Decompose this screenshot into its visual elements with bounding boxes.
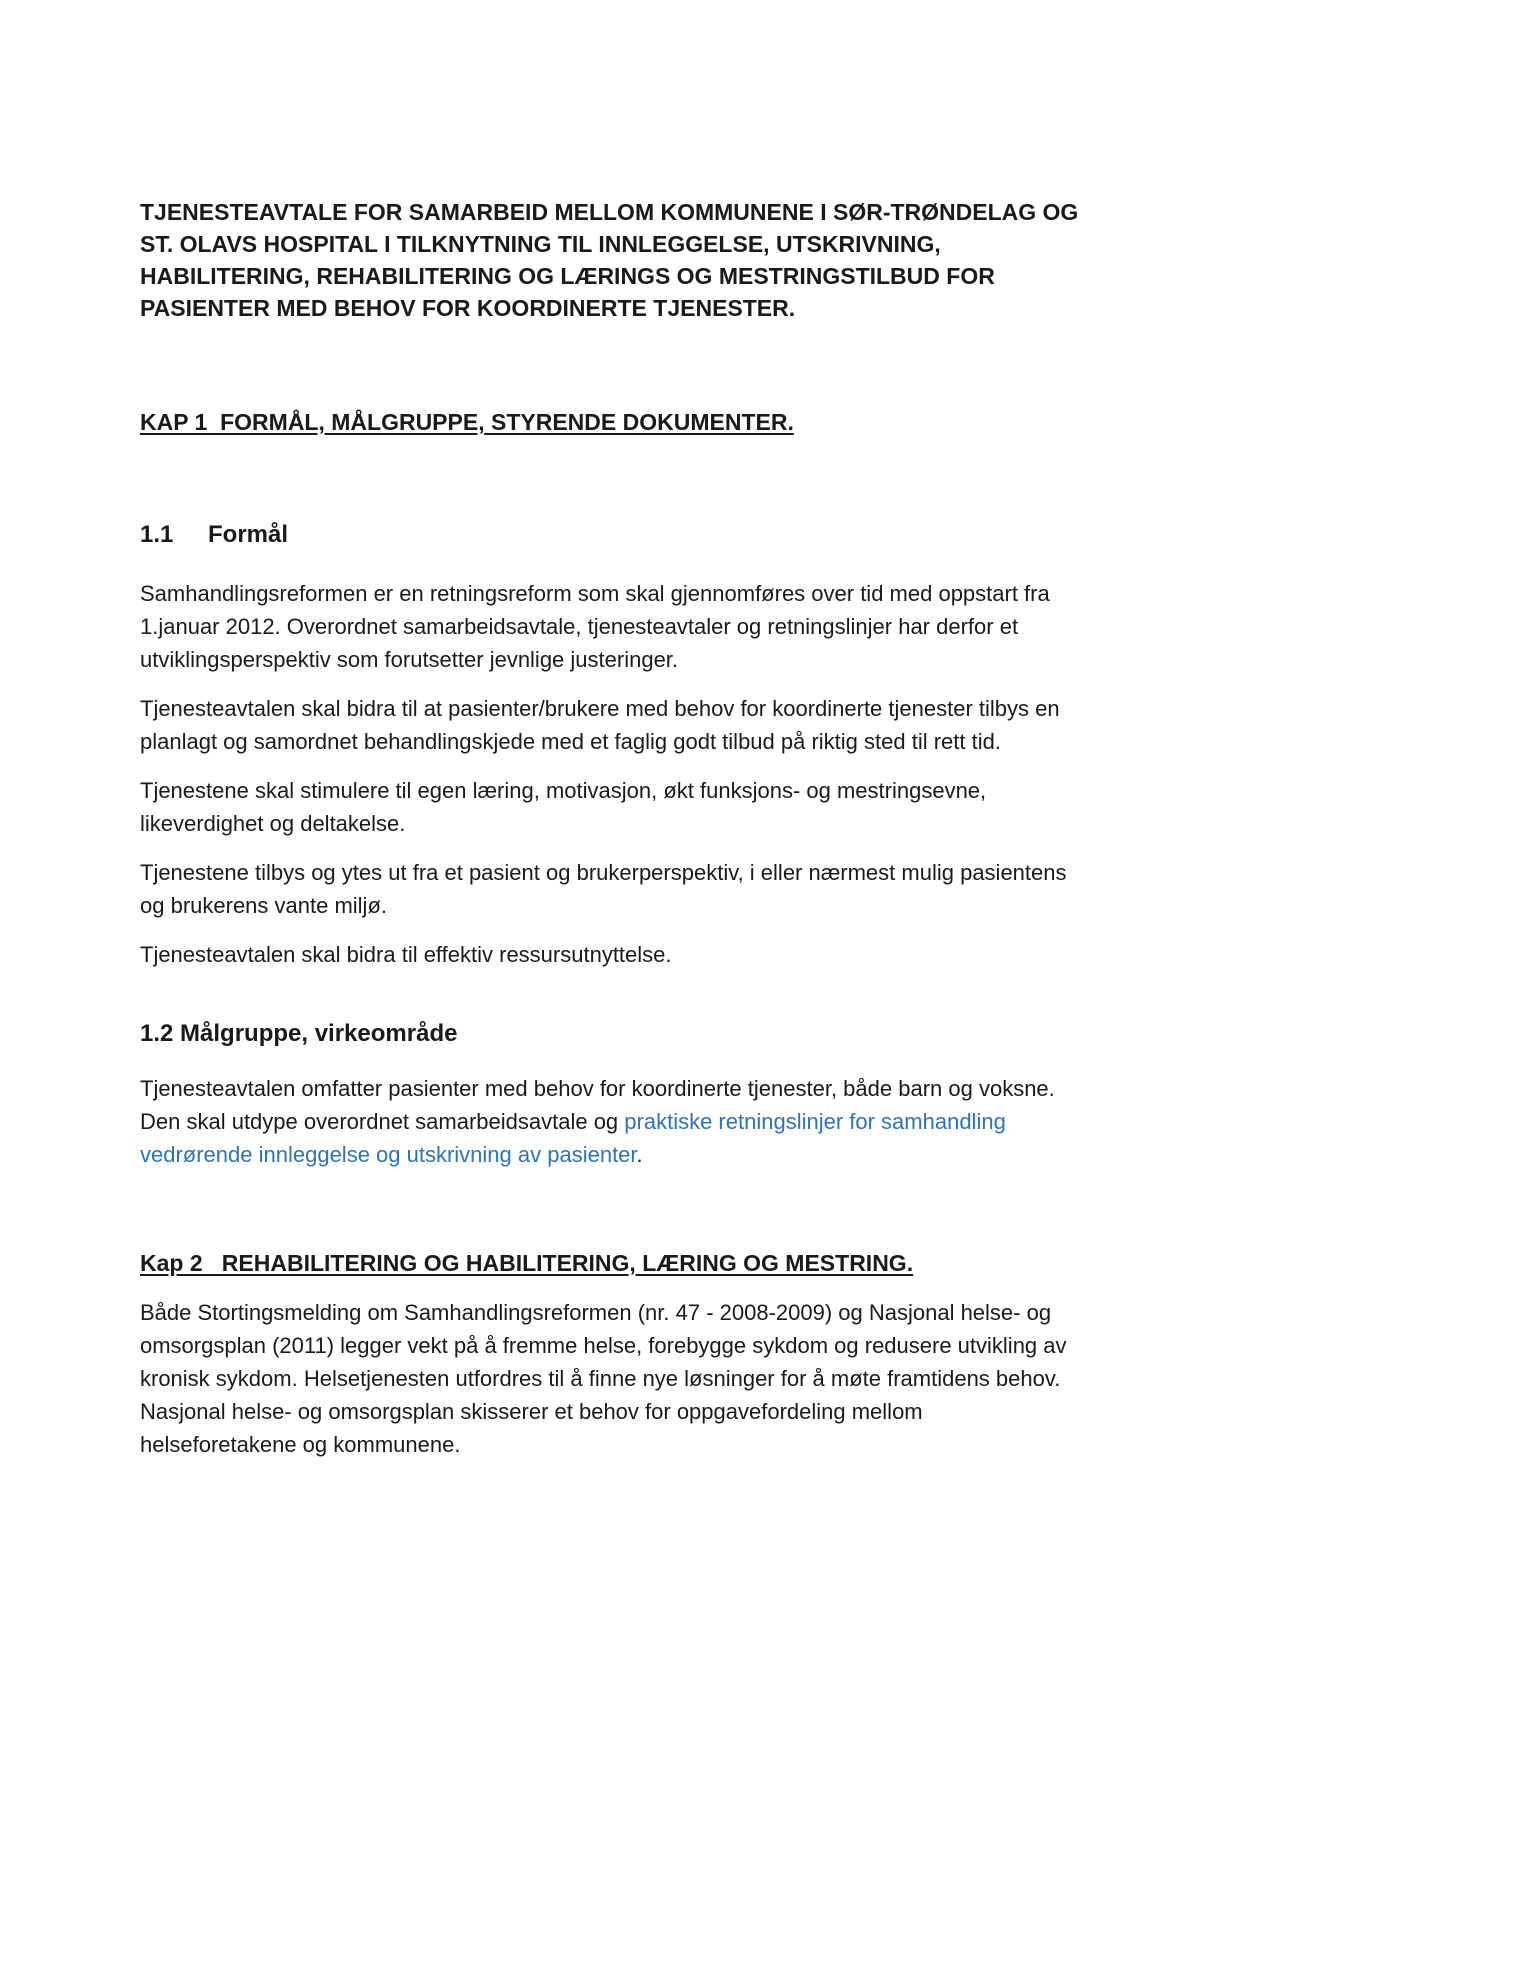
paragraph-text: Tjenesteavtalen omfatter pasienter med behov for koordinerte tjenester, både barn og voksne. Den skal utdype overordnet samarbeidsavtale og	[140, 1076, 1068, 1134]
paragraph-with-link	[140, 1072, 1080, 1171]
section-1-1-heading	[140, 517, 1080, 553]
paragraph: Tjenestene tilbys og ytes ut fra et pasient og brukerperspektiv, i eller nærmest mulig pasientens og brukerens vante miljø.	[140, 860, 1073, 918]
paragraph: Samhandlingsreformen er en retningsreform som skal gjennomføres over tid med oppstart fra 1.januar 2012. Overordnet samarbeidsavtale, tjenesteavtaler og retningslinjer har derfor et utviklingsperspektiv som forutsetter jevnlige justeringer.	[140, 581, 1056, 672]
chapter-1-heading: KAP 1 FORMÅL, MÅLGRUPPE, STYRENDE DOKUMENTER.	[140, 409, 794, 435]
paragraph: Både Stortingsmelding om Samhandlingsreformen (nr. 47 - 2008-2009) og Nasjonal helse- og omsorgsplan (2011) legger vekt på å fremme helse, forebygge sykdom og redusere utvikling av kronisk sykdom. Helsetjenesten utfordres til å finne nye løsninger for å møte framtidens behov. Nasjonal helse- og omsorgsplan skisserer et behov for oppgavefordeling mellom helseforetakene og kommunene.	[140, 1300, 1073, 1457]
paragraph: Tjenesteavtalen skal bidra til at pasienter/brukere med behov for koordinerte tjenester tilbys en planlagt og samordnet behandlingskjede med et faglig godt tilbud på riktig sted til rett tid.	[140, 696, 1066, 754]
guidelines-link[interactable]: praktiske retningslinjer for samhandling vedrørende innleggelse og utskrivning av pasienter	[140, 1109, 1012, 1167]
document-title: TJENESTEAVTALE FOR SAMARBEID MELLOM KOMMUNENE I SØR-TRØNDELAG OG ST. OLAVS HOSPITAL I TILKNYTNING TIL INNLEGGELSE, UTSKRIVNING, HABILITERING, REHABILITERING OG LÆRINGS OG MESTRINGSTILBUD FOR PASIENTER MED BEHOV FOR KOORDINERTE TJENESTER.	[140, 199, 1085, 321]
section-1-1-title: Formål	[208, 521, 289, 548]
paragraph-text: .	[636, 1142, 643, 1167]
section-1-2-heading: 1.2 Målgruppe, virkeområde	[140, 1020, 458, 1047]
document-content	[140, 196, 1085, 1461]
section-1-1-number: 1.1	[140, 521, 174, 548]
spacer	[140, 1187, 1080, 1247]
chapter-2-heading: Kap 2 REHABILITERING OG HABILITERING, LÆRING OG MESTRING.	[140, 1250, 914, 1276]
paragraph: Tjenesteavtalen skal bidra til effektiv ressursutnyttelse.	[140, 942, 672, 967]
paragraph: Tjenestene skal stimulere til egen læring, motivasjon, økt funksjons- og mestringsevne, likeverdighet og deltakelse.	[140, 778, 993, 836]
